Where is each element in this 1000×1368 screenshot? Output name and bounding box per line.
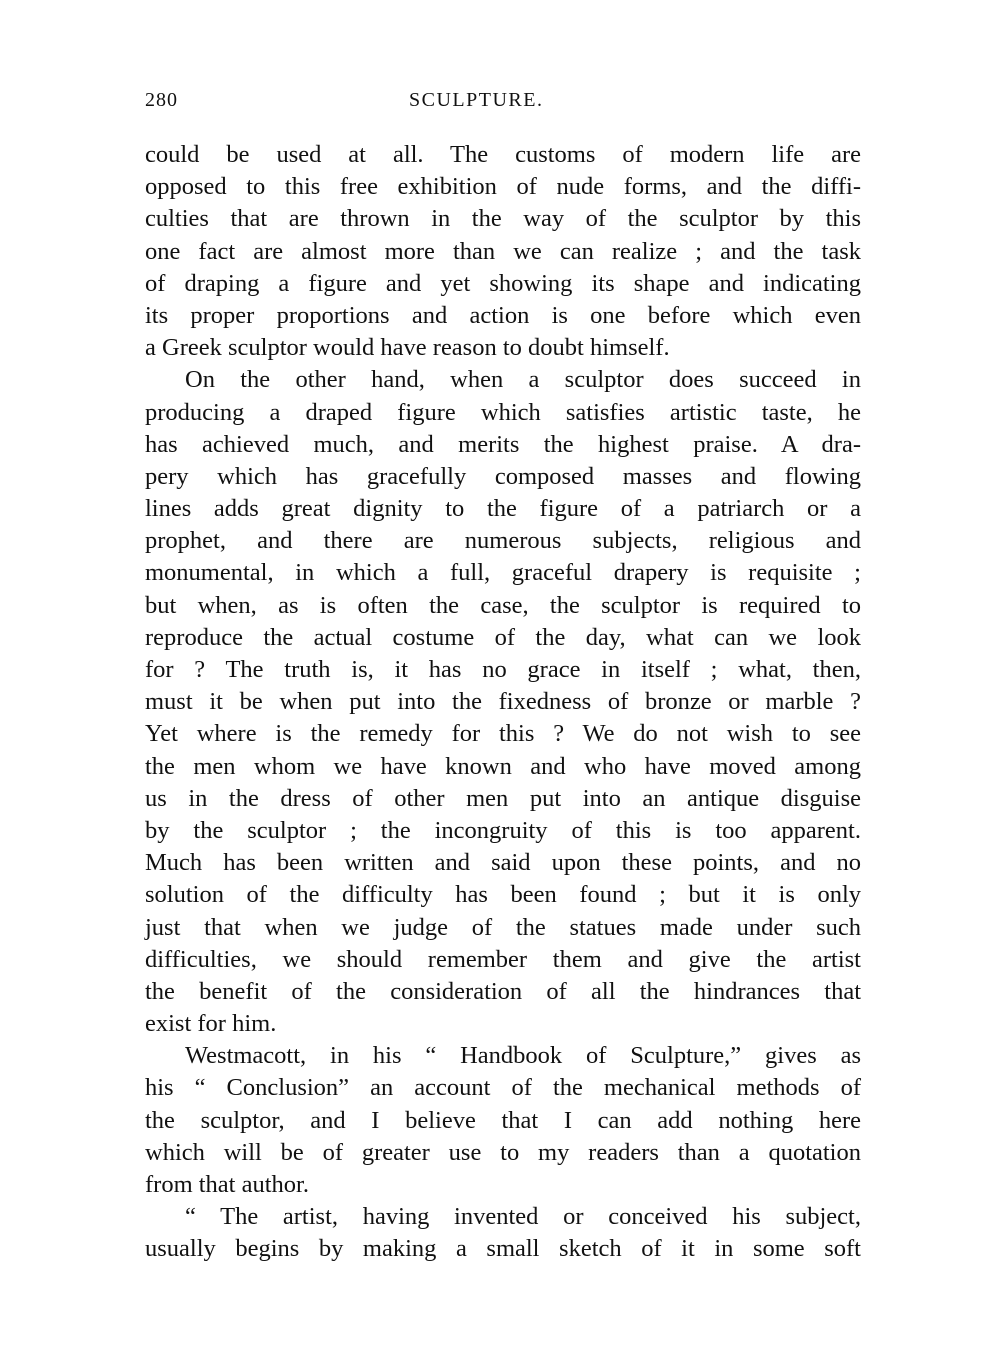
text-line: us in the dress of other men put into an antique disguise bbox=[145, 784, 861, 812]
text-line: the benefit of the consideration of all the hindrances that bbox=[145, 977, 861, 1005]
text-line: culties that are thrown in the way of the sculptor by this bbox=[145, 205, 861, 233]
text-line: by the sculptor ; the incongruity of this is too apparent. bbox=[145, 816, 861, 844]
paragraph-2 bbox=[145, 364, 865, 1040]
text-line: his “ Conclusion” an account of the mechanical methods of bbox=[145, 1074, 861, 1102]
text-line: “ The artist, having invented or conceived his subject, bbox=[185, 1203, 861, 1231]
text-line: reproduce the actual costume of the day, what can we look bbox=[145, 623, 861, 651]
running-title: SCULPTURE. bbox=[409, 89, 544, 111]
text-line: one fact are almost more than we can realize ; and the task bbox=[145, 237, 861, 265]
text-line: lines adds great dignity to the figure of a patriarch or a bbox=[145, 495, 861, 523]
text-line: of draping a figure and yet showing its shape and indicating bbox=[145, 269, 861, 297]
text-line: Much has been written and said upon these points, and no bbox=[145, 849, 861, 877]
page-number: 280 bbox=[145, 89, 178, 111]
text-line: has achieved much, and merits the highest praise. A dra- bbox=[145, 430, 861, 458]
paragraph-4-quotation bbox=[145, 1201, 865, 1265]
paragraph-1 bbox=[145, 139, 865, 364]
text-line: difficulties, we should remember them and give the artist bbox=[145, 945, 861, 973]
text-line: producing a draped figure which satisfies artistic taste, he bbox=[145, 398, 861, 426]
text-line: from that author. bbox=[145, 1171, 309, 1198]
text-line: opposed to this free exhibition of nude forms, and the diffi- bbox=[145, 173, 861, 201]
text-line: exist for him. bbox=[145, 1010, 277, 1038]
text-line: which will be of greater use to my readers than a quotation bbox=[145, 1138, 861, 1166]
paragraph-3 bbox=[145, 1040, 865, 1201]
book-page bbox=[145, 84, 865, 1266]
text-line: for ? The truth is, it has no grace in itself ; what, then, bbox=[145, 656, 861, 683]
running-head bbox=[145, 84, 865, 116]
text-line: a Greek sculptor would have reason to doubt himself. bbox=[145, 334, 670, 362]
text-line: On the other hand, when a sculptor does succeed in bbox=[185, 366, 861, 394]
text-line: could be used at all. The customs of modern life are bbox=[145, 141, 861, 168]
text-line: its proper proportions and action is one before which even bbox=[145, 301, 861, 329]
text-line: prophet, and there are numerous subjects, religious and bbox=[145, 527, 861, 555]
text-line: the men whom we have known and who have moved among bbox=[145, 752, 861, 780]
text-line: Westmacott, in his “ Handbook of Sculpture,” gives as bbox=[185, 1042, 861, 1070]
text-line: monumental, in which a full, graceful drapery is requisite ; bbox=[145, 559, 861, 587]
text-line: the sculptor, and I believe that I can add nothing here bbox=[145, 1106, 861, 1134]
text-line: but when, as is often the case, the sculptor is required to bbox=[145, 591, 861, 619]
body-text bbox=[145, 139, 865, 1266]
text-line: solution of the difficulty has been found ; but it is only bbox=[145, 881, 861, 909]
text-line: Yet where is the remedy for this ? We do not wish to see bbox=[145, 720, 861, 748]
text-line: usually begins by making a small sketch of it in some soft bbox=[145, 1235, 861, 1263]
text-line: must it be when put into the fixedness of bronze or marble ? bbox=[145, 688, 861, 716]
text-line: just that when we judge of the statues made under such bbox=[145, 913, 861, 941]
text-line: pery which has gracefully composed masses and flowing bbox=[145, 462, 861, 490]
